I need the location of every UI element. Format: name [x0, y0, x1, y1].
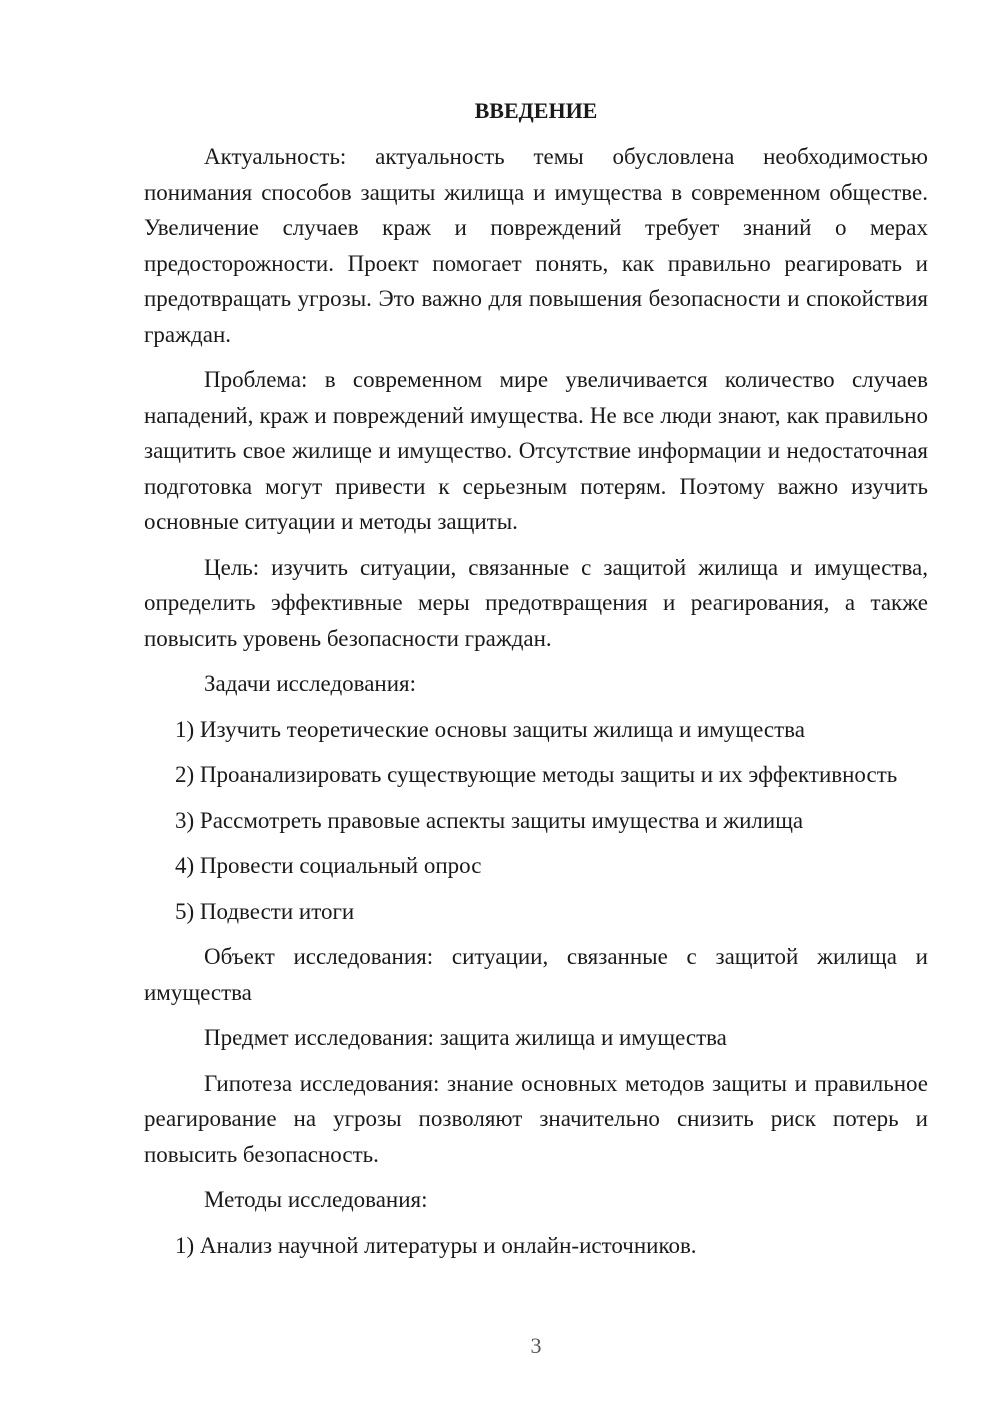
subject-paragraph: Предмет исследования: защита жилища и имущества	[204, 1025, 727, 1050]
hypothesis-paragraph: Гипотеза исследования: знание основных методов защиты и правильное реагирование на угрозы позволяют значительно снизить риск потерь и повысить безопасность.	[144, 1070, 928, 1167]
task-item-1: 1) Изучить теоретические основы защиты жилища и имущества	[175, 716, 805, 742]
task-item-3: 3) Рассмотреть правовые аспекты защиты имущества и жилища	[175, 807, 804, 833]
method-item-1: 1) Анализ научной литературы и онлайн-источников.	[175, 1232, 697, 1258]
task-item-5: 5) Подвести итоги	[175, 898, 355, 924]
task-item-2: 2) Проанализировать существующие методы защиты и их эффективность	[175, 762, 898, 787]
methods-title: Методы исследования:	[204, 1187, 428, 1212]
page-number: 3	[530, 1333, 542, 1358]
goal-paragraph: Цель: изучить ситуации, связанные с защитой жилища и имущества, определить эффективные меры предотвращения и реагирования, а также повысить уровень безопасности граждан.	[144, 554, 928, 651]
tasks-title: Задачи исследования:	[204, 671, 417, 696]
page-content	[144, 96, 928, 1273]
problem-paragraph: Проблема: в современном мире увеличивается количество случаев нападений, краж и повреждений имущества. Не все люди знают, как правильно защитить свое жилище и имущество. Отсутствие информации и недостаточная подготовка могут привести к серьезным потерям. Поэтому важно изучить основные ситуации и методы защиты.	[144, 367, 928, 534]
section-heading: ВВЕДЕНИЕ	[474, 98, 598, 123]
object-paragraph: Объект исследования: ситуации, связанные с защитой жилища и имущества	[144, 944, 928, 1005]
relevance-paragraph: Актуальность: актуальность темы обусловлена необходимостью понимания способов защиты жилища и имущества в современном обществе. Увеличение случаев краж и повреждений требует знаний о мерах предосторожности. Проект помогает понять, как правильно реагировать и предотвращать угрозы. Это важно для повышения безопасности и спокойствия граждан.	[144, 144, 928, 347]
task-item-4: 4) Провести социальный опрос	[175, 853, 482, 878]
